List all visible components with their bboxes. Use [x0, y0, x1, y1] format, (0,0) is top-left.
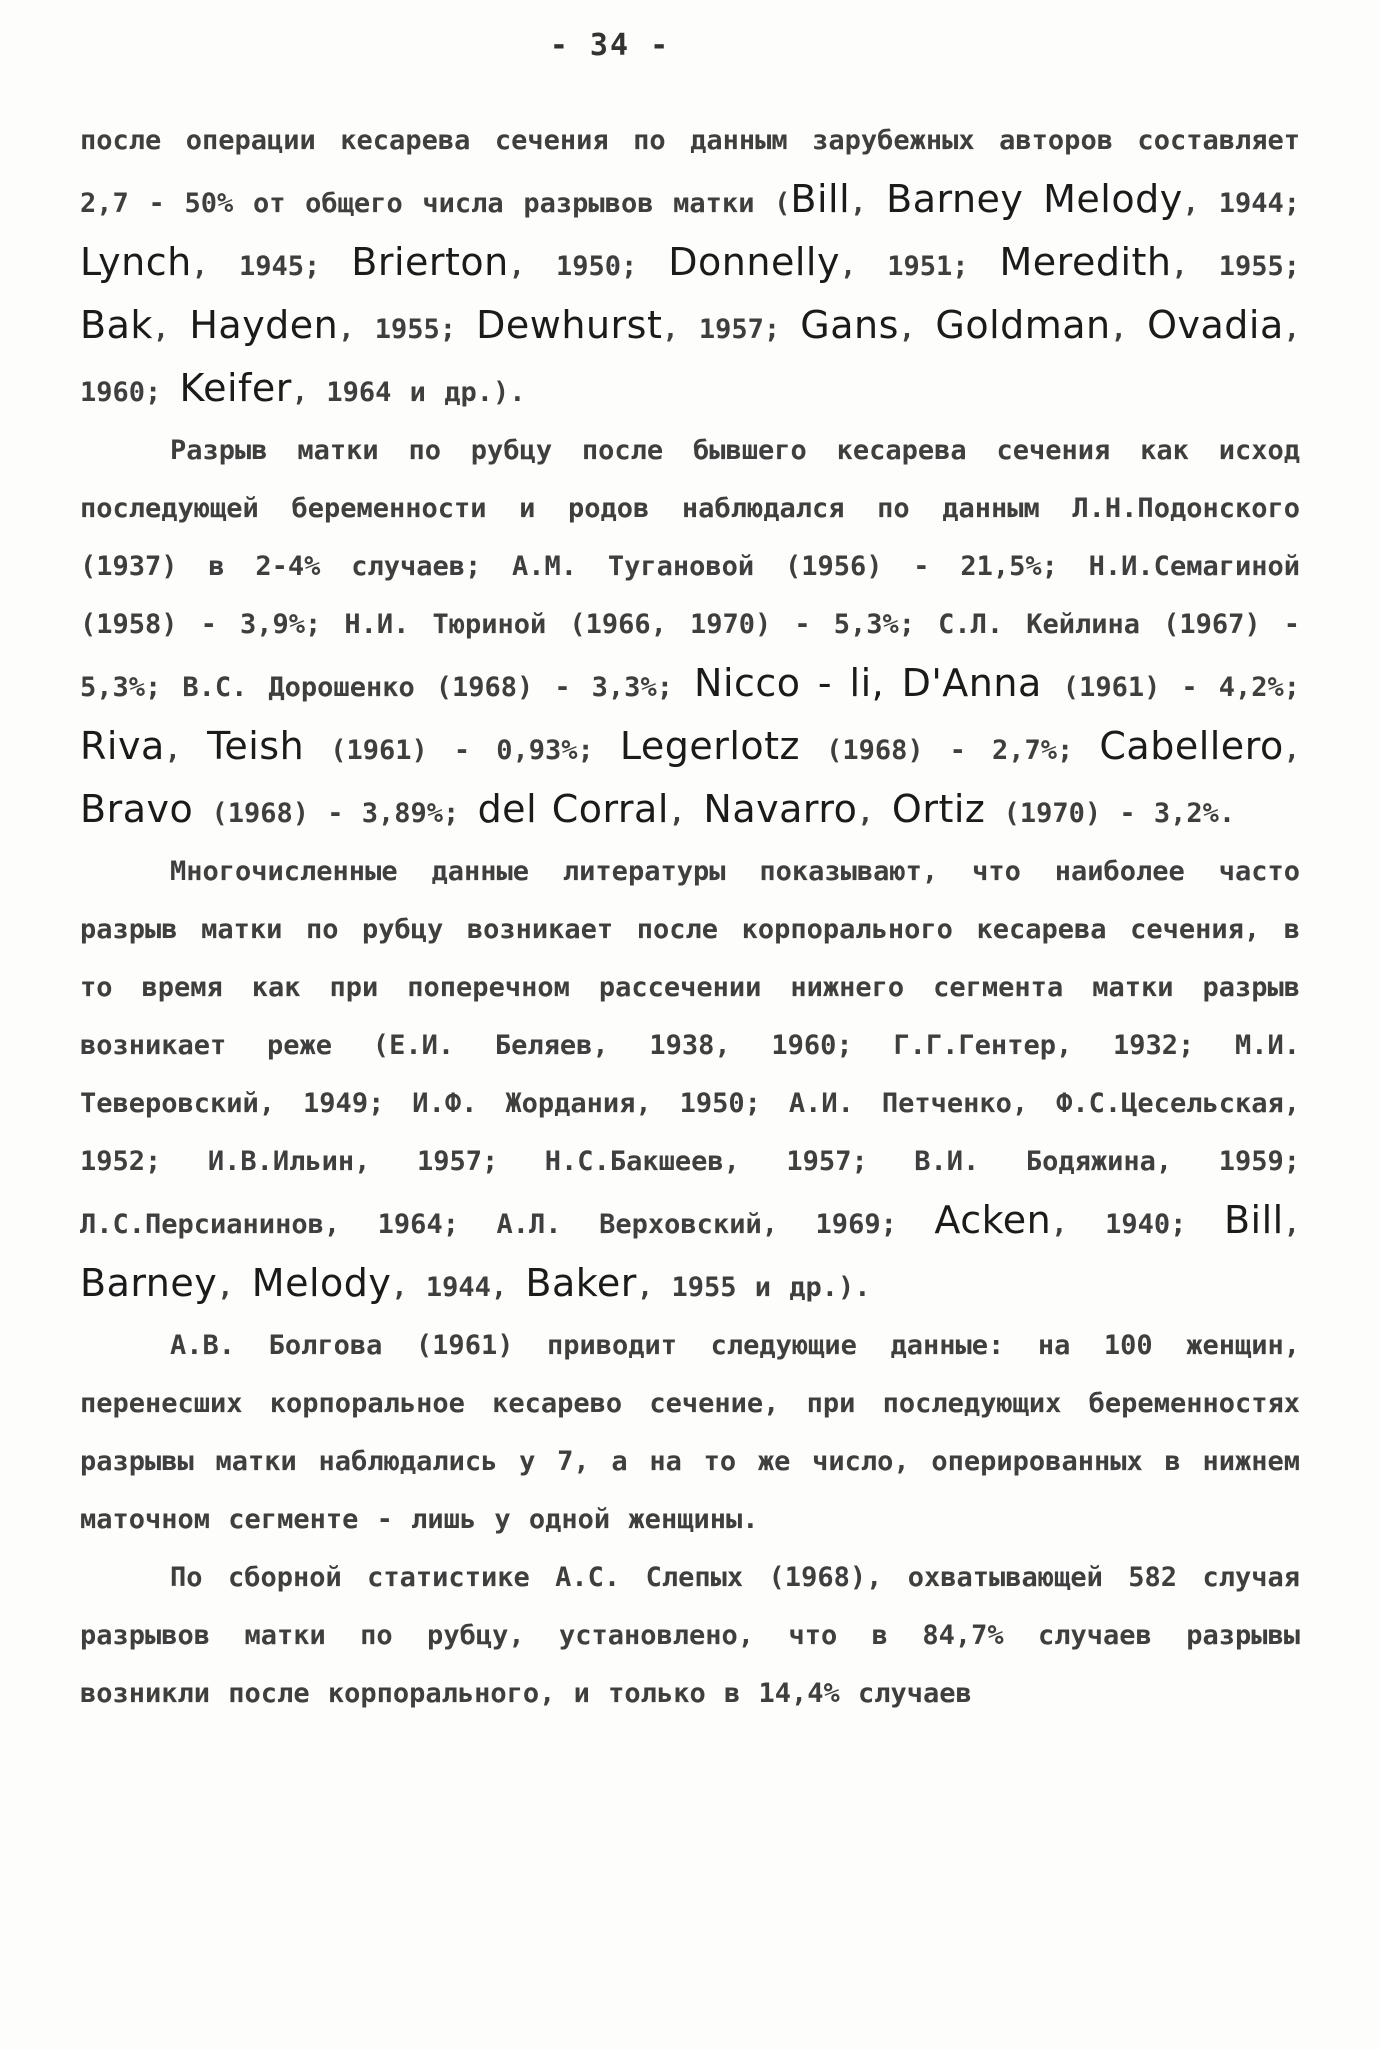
text-run: По сборной статистике А.С. Слепых (1968), охватывающей 582 случая разрывов матки по рубцу, установлено, что в 84,7% случаев разрывы возникли после корпорального, и только в 14,4% случаев	[80, 1562, 1300, 1709]
handwritten-name: Keifer	[179, 366, 292, 410]
text-run: Разрыв матки по рубцу после бывшего кесарева сечения как исход последующей беременности и родов наблюдался по данным Л.Н.Подонского (1937) в 2-4% случаев; А.М. Тугановой (1956) - 21,5%; Н.И.Семагиной (1958) - 3,9%; Н.И. Тюриной (1966, 1970) - 5,3%; С.Л. Кейлина (1967) - 5,3%; В.С. Дорошенко (1968) - 3,3%;	[80, 435, 1300, 703]
text-run: ,	[1283, 1209, 1300, 1240]
handwritten-name: Nicco - li, D'Anna	[694, 661, 1042, 705]
handwritten-name: Navarro	[703, 787, 858, 831]
handwritten-name: Barney	[80, 1261, 218, 1305]
text-run: ,	[857, 798, 892, 829]
text-run: , 1955;	[1171, 251, 1301, 282]
page-number: - 34 -	[549, 28, 671, 63]
handwritten-name: Hayden	[189, 303, 339, 347]
paragraph	[80, 422, 1300, 843]
text-run: , 1960;	[80, 314, 1301, 408]
handwritten-name: Acken	[934, 1198, 1052, 1242]
text-run: ,	[668, 798, 704, 829]
handwritten-name: Ovadia	[1147, 303, 1284, 347]
handwritten-name: Dewhurst	[476, 303, 663, 347]
text-run: (1961) - 0,93%;	[304, 735, 620, 766]
text-run: ,	[898, 314, 936, 345]
text-run: , 1940;	[1051, 1209, 1224, 1240]
text-run: после операции кесарева сечения по данным зарубежных авторов составляет 2,7 - 50% от общего числа разрывов матки (	[80, 125, 1300, 219]
handwritten-name: del Corral	[477, 787, 669, 831]
paragraph	[80, 112, 1300, 422]
handwritten-name: Barney	[886, 177, 1024, 221]
text-run: , 1944;	[1182, 188, 1300, 219]
handwritten-name: Baker	[525, 1261, 637, 1305]
handwritten-name: Bravo	[80, 787, 194, 831]
handwritten-name: Cabellero	[1099, 724, 1284, 768]
paragraph	[80, 1317, 1300, 1549]
text-run: Многочисленные данные литературы показывают, что наиболее часто разрыв матки по рубцу возникает после корпорального кесарева сечения, в то время как при поперечном рассечении нижнего сегмента матки разрыв возникает реже (Е.И. Беляев, 1938, 1960; Г.Г.Гентер, 1932; М.И. Теверовский, 1949; И.Ф. Жордания, 1950; А.И. Петченко, Ф.С.Цесельская, 1952; И.В.Ильин, 1957; Н.С.Бакшеев, 1957; В.И. Бодяжина, 1959; Л.С.Персианинов, 1964; А.Л. Верховский, 1969;	[80, 856, 1300, 1240]
text-run: , 1944,	[391, 1272, 526, 1303]
text-run: ,	[1283, 735, 1300, 766]
text-run: ,	[850, 188, 887, 219]
handwritten-name: Riva	[80, 724, 165, 768]
handwritten-name: Goldman	[935, 303, 1111, 347]
text-run: , 1955;	[338, 314, 477, 345]
text-run: (1968) - 3,89%;	[193, 798, 478, 829]
paragraph	[80, 843, 1300, 1317]
text-run: (1968) - 2,7%;	[799, 735, 1100, 766]
handwritten-name: Ortiz	[891, 787, 986, 831]
text-run: (1970) - 3,2%.	[985, 798, 1236, 829]
body-text	[80, 112, 1300, 1723]
text-run	[1023, 188, 1043, 219]
text-run: ,	[217, 1272, 252, 1303]
handwritten-name: Brierton	[351, 240, 509, 284]
handwritten-name: Meredith	[999, 240, 1172, 284]
text-run: А.В. Болгова (1961) приводит следующие данные: на 100 женщин, перенесших корпоральное кесарево сечение, при последующих беременностях разрывы матки наблюдались у 7, а на то же число, оперированных в нижнем маточном сегменте - лишь у одной женщины.	[80, 1330, 1300, 1535]
handwritten-name: Melody	[1043, 177, 1183, 221]
handwritten-name: Legerlotz	[619, 724, 800, 768]
text-run: (1961) - 4,2%;	[1041, 672, 1300, 703]
text-run: , 1945;	[191, 251, 352, 282]
text-run: , 1950;	[508, 251, 669, 282]
text-run: , 1955 и др.).	[636, 1272, 871, 1303]
text-run: , 1957;	[662, 314, 801, 345]
handwritten-name: Bill	[790, 177, 851, 221]
handwritten-name: Gans	[800, 303, 899, 347]
text-run: ,	[1110, 314, 1148, 345]
handwritten-name: Donnelly	[668, 240, 840, 284]
handwritten-name: Bak	[80, 303, 153, 347]
paragraph	[80, 1549, 1300, 1723]
handwritten-name: Melody	[251, 1261, 392, 1305]
handwritten-name: Bill	[1223, 1198, 1284, 1242]
text-run: ,	[152, 314, 190, 345]
handwritten-name: Teish	[207, 724, 305, 768]
handwritten-name: Lynch	[80, 240, 192, 284]
text-run: ,	[164, 735, 208, 766]
text-run: , 1964 и др.).	[291, 377, 526, 408]
text-run: , 1951;	[839, 251, 1000, 282]
